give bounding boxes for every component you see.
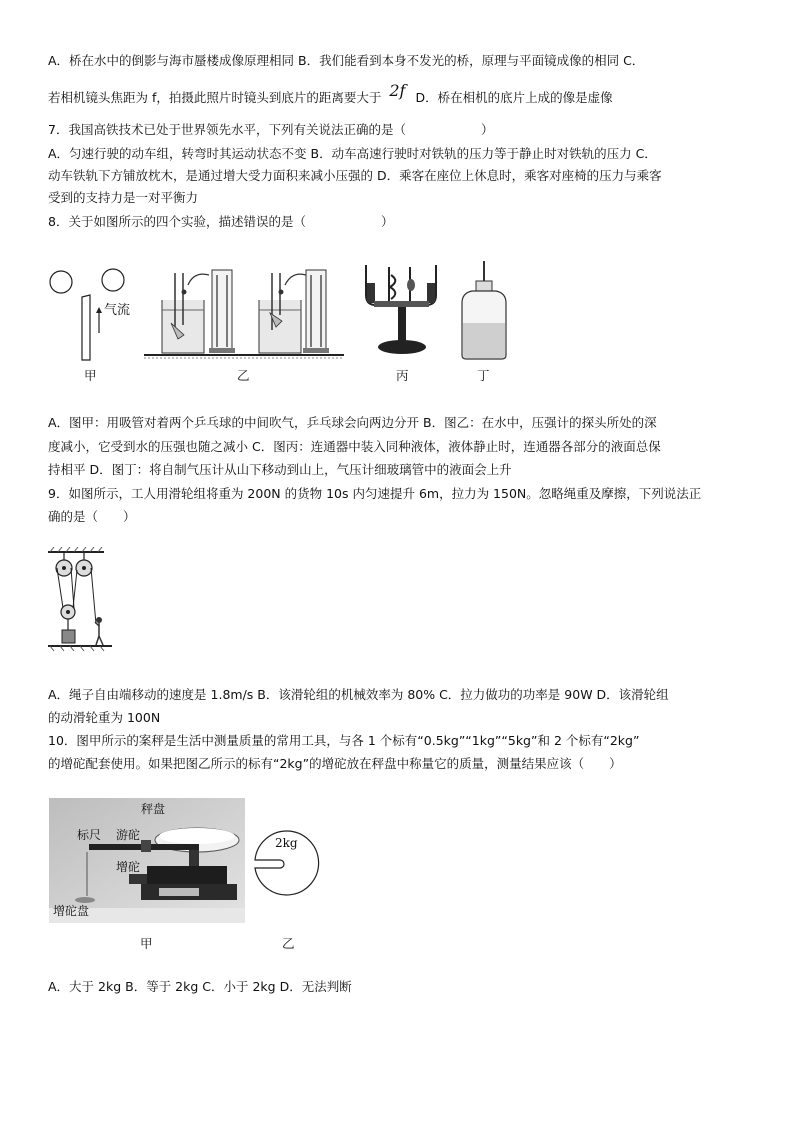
- q10-stem-line1: 10．图甲所示的案秤是生活中测量质量的常用工具，与各 1 个标有“0.5kg”“1kg”“5kg”和 2 个标有“2kg”: [48, 733, 640, 748]
- q8-caption-bing: 丙: [396, 368, 409, 383]
- label-weight-pan: 增砣盘: [53, 904, 90, 918]
- label-ruler: 标尺: [77, 828, 102, 842]
- q7-stem: 7．我国高铁技术已处于世界领先水平，下列有关说法正确的是（ ）: [48, 122, 494, 137]
- q6-options-line1: A．桥在水中的倒影与海市蜃楼成像原理相同 B．我们能看到本身不发光的桥，原理与平面镜成像的相同 C．: [48, 53, 645, 68]
- label-rider: 游砣: [116, 828, 141, 842]
- q8-options-line1: A．图甲：用吸管对着两个乒乓球的中间吹气，乒乓球会向两边分开 B．图乙：在水中，压强计的探头所处的深: [48, 415, 657, 430]
- q10-stem-line2: 的增砣配套使用。如果把图乙所示的标有“2kg”的增砣放在秤盘中称量它的质量，测量结果应该（ ）: [48, 756, 622, 771]
- q8-caption-ding: 丁: [477, 368, 490, 383]
- q10-options: A．大于 2kg B．等于 2kg C．小于 2kg D．无法判断: [48, 979, 352, 994]
- label-pan: 秤盘: [141, 802, 166, 816]
- weight-mark-2kg: 2kg: [275, 836, 298, 850]
- q10-caption-yi: 乙: [282, 936, 295, 951]
- q9-pulley-figure: [46, 546, 116, 656]
- q8-options-line3: 持相平 D．图丁：将自制气压计从山下移动到山上，气压计细玻璃管中的液面会上升: [48, 462, 512, 477]
- q8-figure: [44, 255, 514, 385]
- q8-caption-jia: 甲: [84, 368, 97, 383]
- q9-stem-line1: 9．如图所示，工人用滑轮组将重为 200N 的货物 10s 内匀速提升 6m，拉力为 150N。忽略绳重及摩擦，下列说法正: [48, 486, 702, 501]
- q7-options-line1: A．匀速行驶的动车组，转弯时其运动状态不变 B．动车高速行驶时对铁轨的压力等于静止时对铁轨的压力 C．: [48, 146, 657, 161]
- q9-options-line1: A．绳子自由端移动的速度是 1.8m/s B．该滑轮组的机械效率为 80% C．拉力做功的功率是 90W D．该滑轮组: [48, 687, 669, 702]
- q8-options-line2: 度减小，它受到水的压强也随之减小 C．图丙：连通器中装入同种液体，液体静止时，连通器各部分的液面总保: [48, 439, 661, 454]
- q10-caption-jia: 甲: [140, 936, 153, 951]
- q7-options-line2: 动车铁轨下方铺放枕木，是通过增大受力面积来减小压强的 D．乘客在座位上休息时，乘客对座椅的压力与乘客: [48, 168, 662, 183]
- fig-ding-barometer-bottle: [462, 261, 506, 359]
- q9-options-line2: 的动滑轮重为 100N: [48, 710, 161, 725]
- q6-formula-2f: 2f: [389, 81, 406, 100]
- q10-scale-photo: [49, 798, 245, 923]
- q6-line2-text-a: 若相机镜头焦距为 f，拍摄此照片时镜头到底片的距离要大于: [48, 90, 382, 105]
- q7-options-line3: 受到的支持力是一对平衡力: [48, 190, 199, 205]
- q8-stem: 8．关于如图所示的四个实验，描述错误的是（ ）: [48, 214, 394, 229]
- label-weight: 增砣: [116, 860, 141, 874]
- fig-yi-pressure-gauges: [144, 270, 344, 358]
- q6-options-line2: [48, 81, 613, 107]
- fig-bing-connected-vessels: [366, 265, 436, 354]
- q6-line2-text-b: D．桥在相机的底片上成的像是虚像: [415, 90, 613, 105]
- q9-stem-line2: 确的是（ ）: [48, 509, 136, 524]
- q8-caption-yi: 乙: [237, 368, 250, 383]
- q8-airflow-label: 气流: [104, 303, 131, 318]
